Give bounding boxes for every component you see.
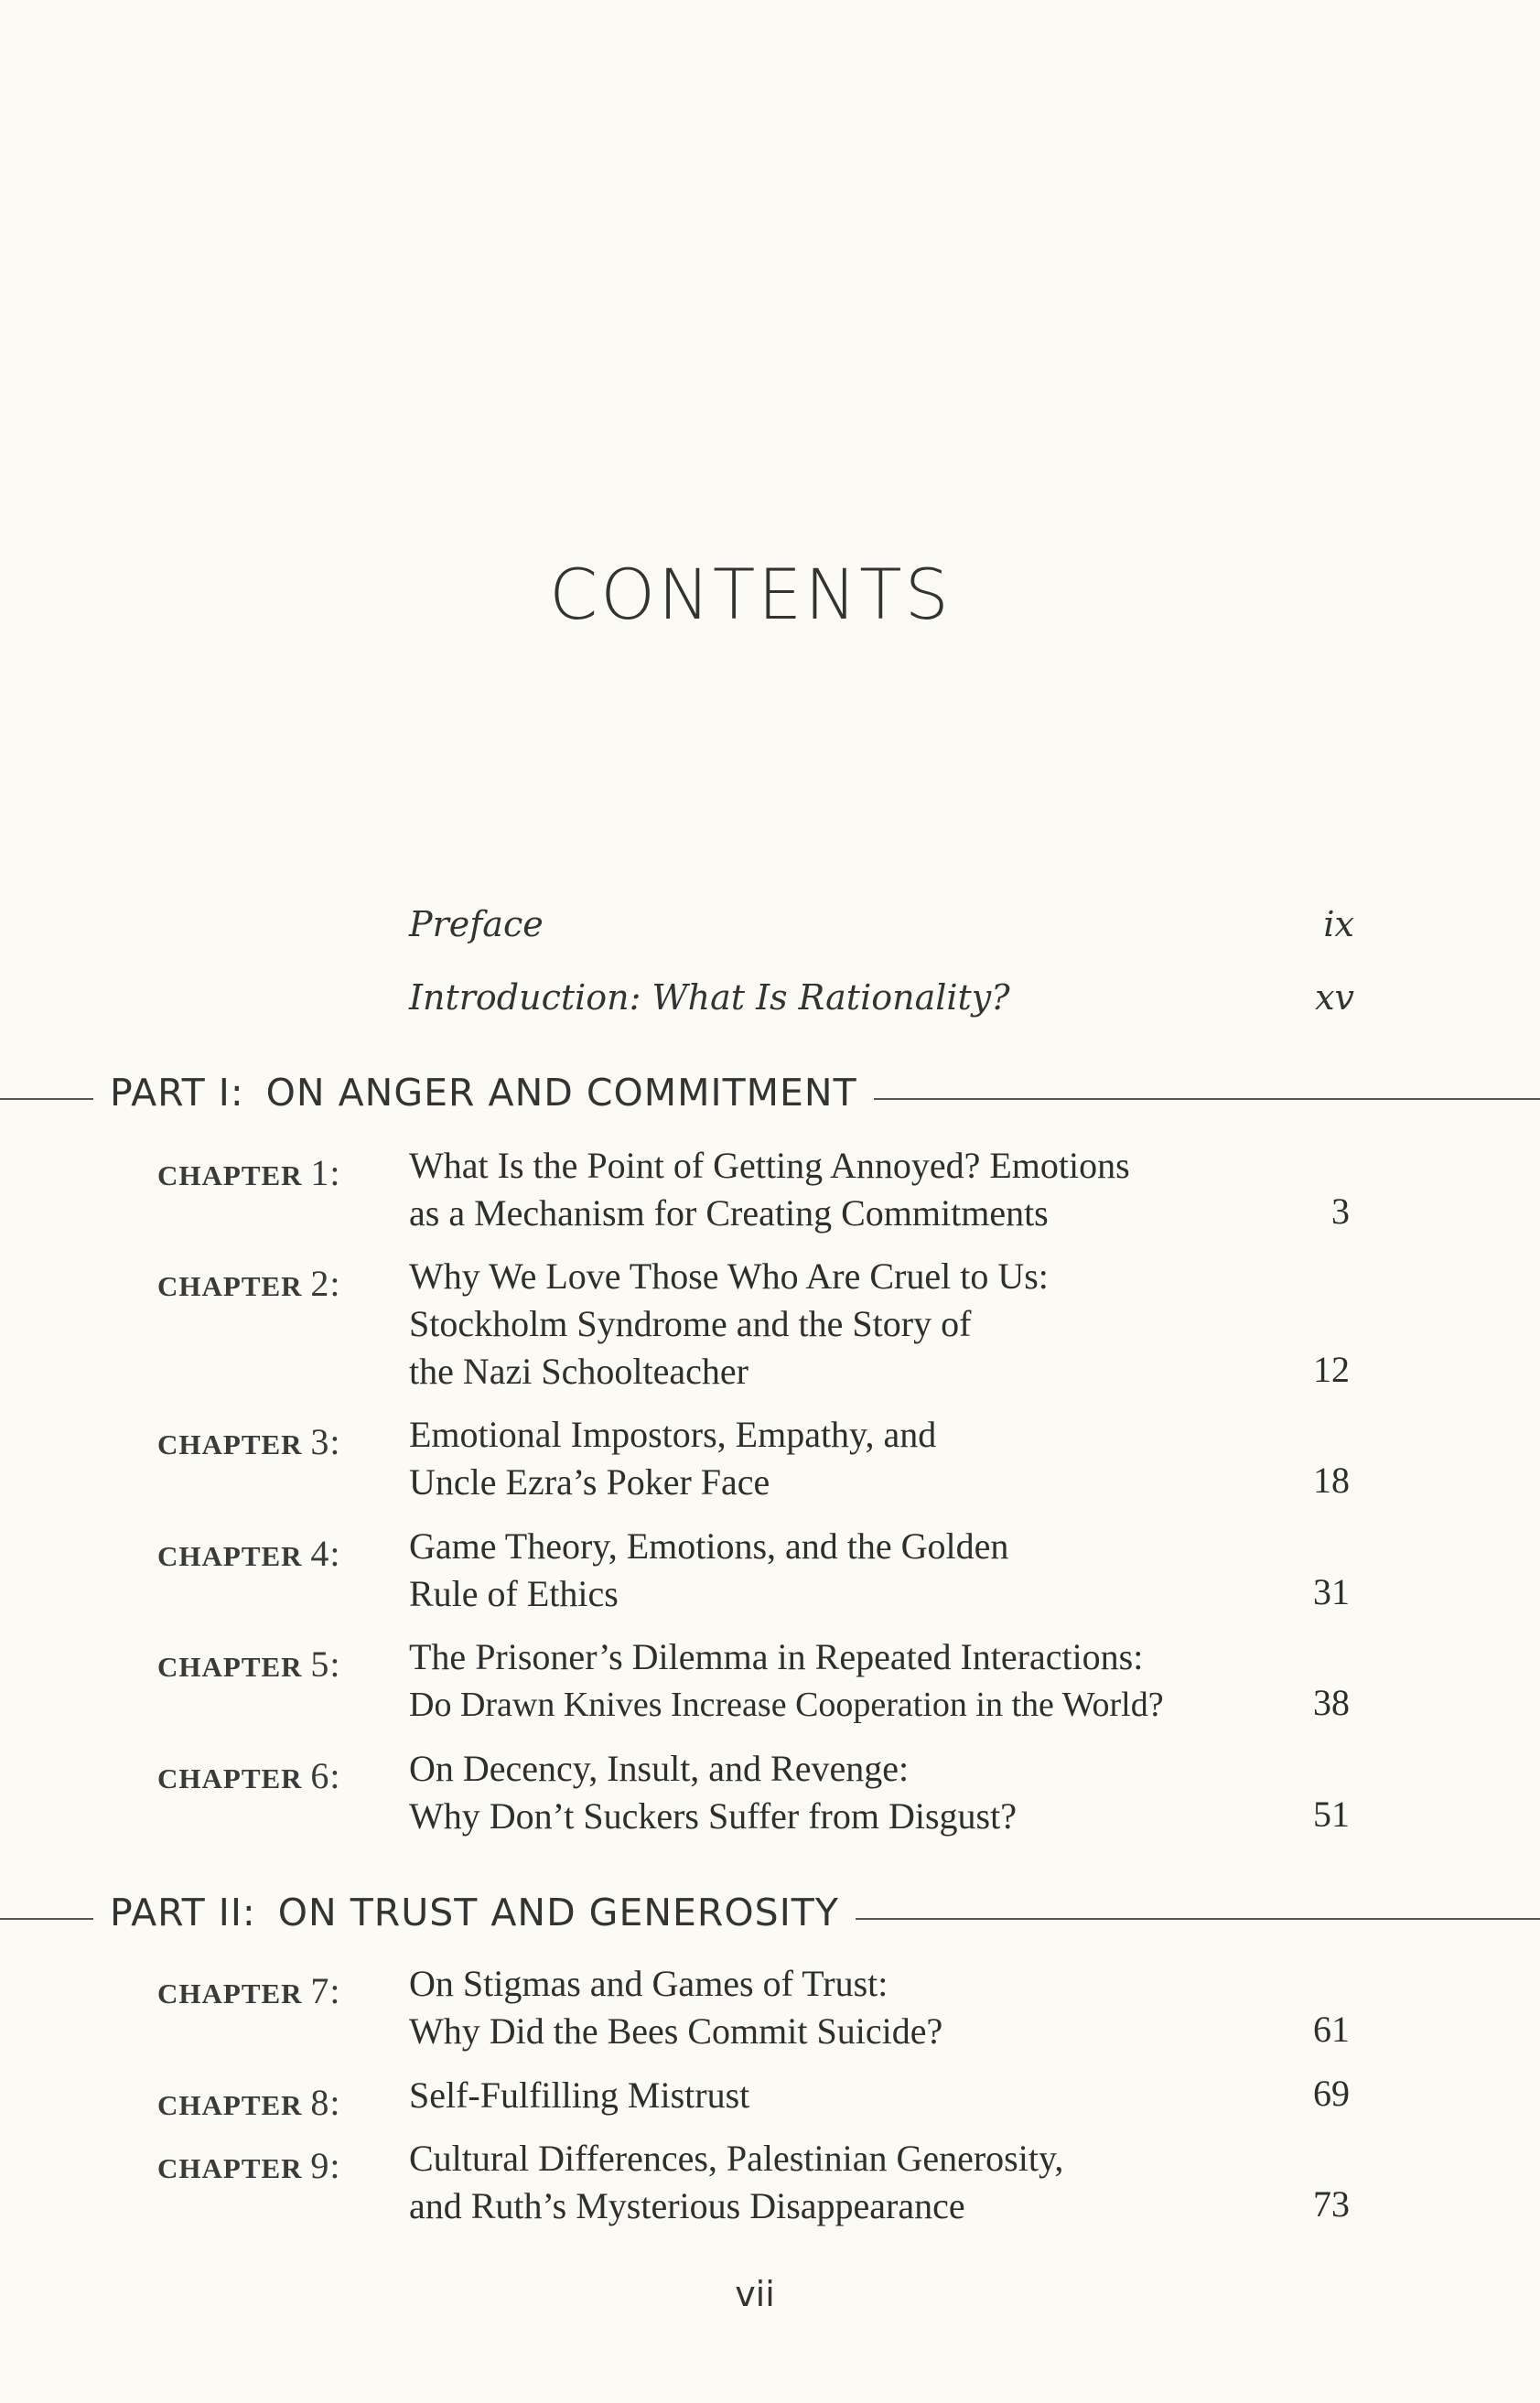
chapter-label: CHAPTER 4:: [157, 1533, 341, 1574]
part-number: PART II:: [110, 1891, 256, 1934]
preface-page-number: ix: [1323, 904, 1354, 944]
chapter-page-number: 18: [1313, 1460, 1350, 1501]
chapter-title: Why We Love Those Who Are Cruel to Us: Stockholm Syndrome and the Story of the Nazi Schoolteacher: [409, 1255, 1049, 1392]
chapter-title: What Is the Point of Getting Annoyed? Emotions as a Mechanism for Creating Commitments: [409, 1145, 1130, 1234]
chapter-label: CHAPTER 6:: [157, 1755, 341, 1796]
chapter-page-number: 69: [1313, 2073, 1350, 2114]
chapter-title: On Stigmas and Games of Trust: Why Did the Bees Commit Suicide?: [409, 1963, 943, 2052]
chapter-page-number: 38: [1313, 1682, 1350, 1723]
contents-heading: CONTENTS: [549, 554, 952, 635]
chapter-page-number: 31: [1313, 1571, 1350, 1612]
chapter-title: Cultural Differences, Palestinian Generosity, and Ruth’s Mysterious Disappearance: [409, 2138, 1064, 2226]
part-rule-right: [874, 1098, 1540, 1100]
part-heading: [0, 1891, 1540, 1945]
chapter-page-number: 73: [1313, 2183, 1350, 2225]
part-heading: [0, 1071, 1540, 1126]
part-rule-left: [0, 1918, 93, 1920]
part-label-text: [110, 1071, 857, 1115]
part-rule-right: [856, 1918, 1540, 1920]
chapter-page-number: 12: [1313, 1349, 1350, 1390]
introduction-entry: Introduction: What Is Rationality?: [409, 977, 1010, 1018]
part-number: PART I:: [110, 1071, 244, 1115]
chapter-label: CHAPTER 1:: [157, 1152, 341, 1193]
part-rule-left: [0, 1098, 93, 1100]
chapter-title: The Prisoner’s Dilemma in Repeated Interactions: Do Drawn Knives Increase Cooperation in the World?: [409, 1636, 1164, 1724]
chapter-label: CHAPTER 9:: [157, 2145, 341, 2186]
chapter-title: Game Theory, Emotions, and the Golden Rule of Ethics: [409, 1525, 1009, 1614]
chapter-title: On Decency, Insult, and Revenge: Why Don’t Suckers Suffer from Disgust?: [409, 1748, 1017, 1837]
chapter-title: Emotional Impostors, Empathy, and Uncle Ezra’s Poker Face: [409, 1414, 937, 1503]
introduction-page-number: xv: [1315, 977, 1354, 1018]
chapter-page-number: 51: [1313, 1794, 1350, 1835]
chapter-page-number: 61: [1313, 2009, 1350, 2050]
chapter-label: CHAPTER 7:: [157, 1970, 341, 2011]
chapter-label: CHAPTER 2:: [157, 1263, 341, 1304]
preface-entry: Preface: [409, 904, 544, 944]
page-number: vii: [735, 2274, 775, 2314]
part-title: ON ANGER AND COMMITMENT: [265, 1071, 857, 1115]
chapter-label: CHAPTER 8:: [157, 2082, 341, 2123]
chapter-title: Self-Fulfilling Mistrust: [409, 2074, 750, 2116]
chapter-label: CHAPTER 3:: [157, 1421, 341, 1462]
part-label-text: [110, 1891, 839, 1934]
chapter-page-number: 3: [1331, 1191, 1350, 1232]
chapter-label: CHAPTER 5:: [157, 1643, 341, 1685]
part-title: ON TRUST AND GENEROSITY: [277, 1891, 839, 1934]
